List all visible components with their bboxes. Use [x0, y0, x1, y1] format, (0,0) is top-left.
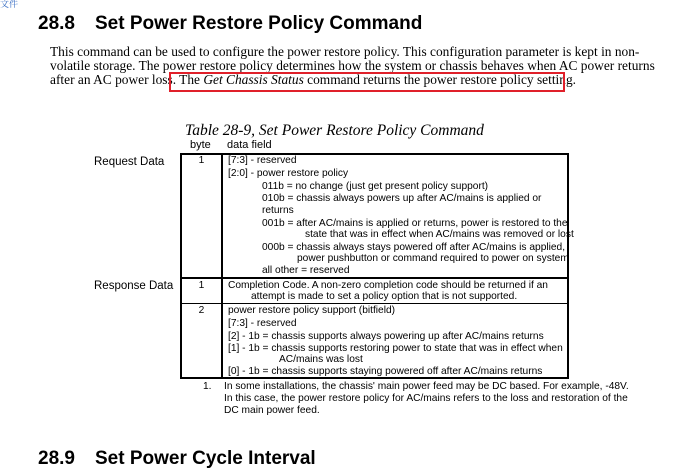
request-line: 011b = no change (just get present policy support): [262, 181, 489, 192]
completion-code-line-1: Completion Code. A non-zero completion code should be returned if an: [228, 280, 548, 291]
intro-line-1: This command can be used to configure the power restore policy. This configuration parameter is kept in non-: [50, 44, 640, 59]
footnote-line-3: DC main power feed.: [224, 405, 320, 416]
intro-line-3-a: after an AC power loss.: [50, 72, 180, 88]
response-line: [2] - 1b = chassis supports always powering up after AC/mains returns: [228, 331, 544, 342]
footnote-number: 1.: [203, 381, 212, 392]
table-divider-request-response: [180, 277, 569, 279]
request-line: returns: [262, 205, 294, 216]
request-line: power pushbutton or command required to power on system: [297, 253, 569, 264]
section-heading: [38, 13, 422, 35]
next-section-number: 28.9: [38, 448, 75, 469]
intro-line-3-b: The: [179, 72, 204, 88]
get-chassis-status-term: Get Chassis Status: [203, 72, 304, 88]
completion-code-line-2: attempt is made to set a policy option that is not supported.: [251, 291, 518, 302]
column-header-byte: byte: [190, 139, 211, 151]
section-title: Set Power Restore Policy Command: [95, 13, 423, 34]
section-number: 28.8: [38, 13, 75, 34]
next-section-title: Set Power Cycle Interval: [95, 448, 316, 469]
response-line: power restore policy support (bitfield): [228, 305, 396, 316]
response-byte-1-number: 1: [198, 280, 205, 291]
request-line: state that was in effect when AC/mains was removed or lost: [305, 229, 574, 240]
table-column-divider: [221, 153, 223, 379]
top-cut-text: 文件: [0, 0, 19, 9]
response-line: [0] - 1b = chassis supports staying powered off after AC/mains returns: [228, 366, 543, 377]
footnote-line-2: In this case, the power restore policy for AC/mains refers to the loss and restoration of the: [224, 393, 628, 404]
highlight-box: [169, 72, 565, 92]
response-line: [1] - 1b = chassis supports restoring power to state that was in effect when: [228, 343, 563, 354]
request-line: [2:0] - power restore policy: [228, 168, 349, 179]
request-data-label: Request Data: [94, 156, 165, 168]
request-line: 001b = after AC/mains is applied or returns, power is restored to the: [262, 218, 568, 229]
response-line: [7:3] - reserved: [228, 318, 297, 329]
response-data-label: Response Data: [94, 280, 174, 292]
request-line: [7:3] - reserved: [228, 155, 297, 166]
intro-line-3-c: command returns the power restore policy setting.: [303, 72, 576, 88]
request-line: 010b = chassis always powers up after AC/mains is applied or: [262, 193, 542, 204]
footnote-line-1: In some installations, the chassis' main power feed may be DC based. For example, -48V.: [224, 381, 629, 392]
table-divider-response-rows: [180, 303, 569, 304]
table-caption: Table 28-9, Set Power Restore Policy Command: [185, 122, 484, 139]
request-line: all other = reserved: [262, 265, 350, 276]
response-line: AC/mains was lost: [279, 354, 363, 365]
intro-line-2: volatile storage. The power restore policy determines how the system or chassis behaves when AC power returns: [50, 58, 655, 74]
request-line: 000b = chassis always stays powered off after AC/mains is applied,: [262, 242, 566, 253]
next-section-heading: [38, 448, 316, 470]
column-header-data-field: data field: [227, 139, 272, 151]
response-byte-2-number: 2: [198, 305, 205, 316]
request-byte-number: 1: [198, 155, 205, 166]
